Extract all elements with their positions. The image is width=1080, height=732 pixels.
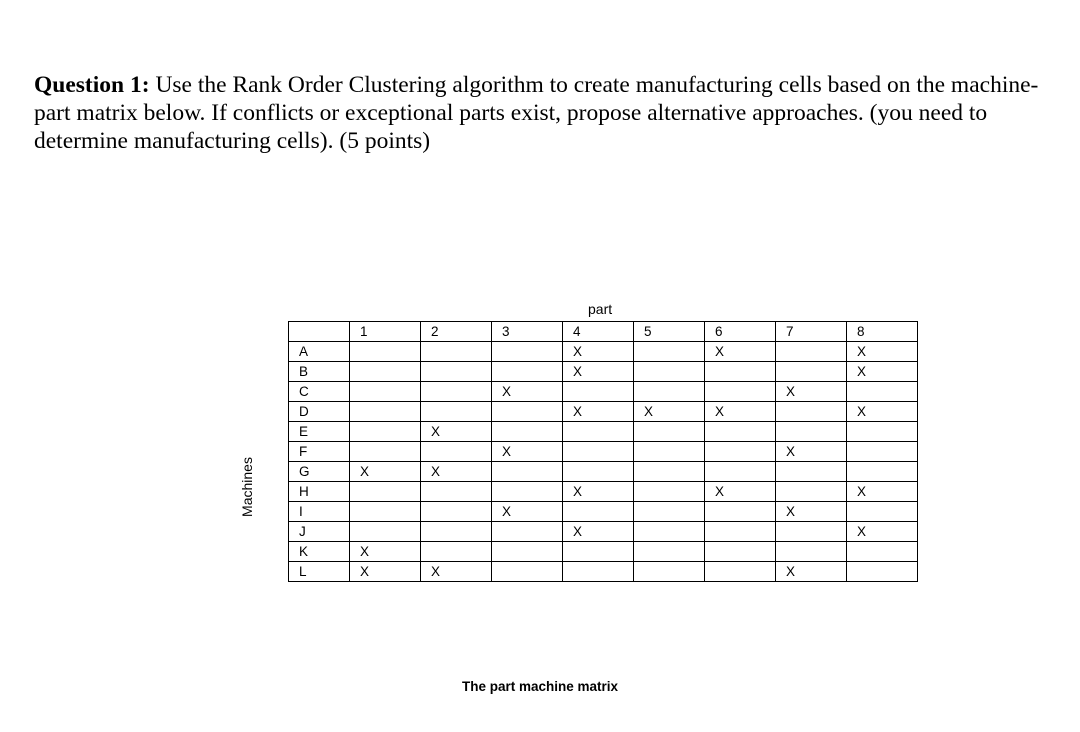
matrix-cell: X: [847, 402, 918, 422]
machines-axis-label: Machines: [239, 457, 255, 517]
part-axis-label: part: [588, 301, 613, 317]
matrix-row: [289, 422, 918, 442]
matrix-row: [289, 382, 918, 402]
matrix-cell: [421, 542, 492, 562]
matrix-cell: [705, 522, 776, 542]
matrix-cell: [634, 502, 705, 522]
matrix-cell: [705, 422, 776, 442]
matrix-row: [289, 562, 918, 582]
matrix-cell: X: [776, 382, 847, 402]
matrix-cell: X: [563, 482, 634, 502]
matrix-cell: X: [563, 362, 634, 382]
matrix-cell: [421, 362, 492, 382]
row-header: D: [289, 402, 350, 422]
matrix-cell: X: [492, 382, 563, 402]
row-header: L: [289, 562, 350, 582]
matrix-cell: [634, 362, 705, 382]
matrix-cell: [776, 422, 847, 442]
matrix-row: [289, 402, 918, 422]
matrix-cell: [705, 442, 776, 462]
matrix-cell: [776, 482, 847, 502]
matrix-cell: [492, 402, 563, 422]
matrix-cell: [776, 362, 847, 382]
matrix-cell: [350, 362, 421, 382]
matrix-cell: [492, 362, 563, 382]
matrix-cell: [350, 482, 421, 502]
matrix-cell: X: [492, 502, 563, 522]
matrix-cell: [350, 502, 421, 522]
matrix-cell: [350, 522, 421, 542]
matrix-row: [289, 502, 918, 522]
column-header: 5: [634, 322, 705, 342]
matrix-cell: [705, 362, 776, 382]
matrix-cell: [634, 542, 705, 562]
matrix-cell: [563, 422, 634, 442]
matrix-cell: X: [847, 362, 918, 382]
matrix-cell: X: [563, 402, 634, 422]
matrix-cell: X: [350, 542, 421, 562]
column-header: 4: [563, 322, 634, 342]
machine-part-matrix: [288, 321, 918, 582]
matrix-cell: X: [705, 342, 776, 362]
matrix-cell: [492, 462, 563, 482]
matrix-cell: X: [421, 462, 492, 482]
column-header: 1: [350, 322, 421, 342]
matrix-cell: [421, 382, 492, 402]
row-header: E: [289, 422, 350, 442]
matrix-cell: [492, 422, 563, 442]
row-header: A: [289, 342, 350, 362]
matrix-cell: [350, 422, 421, 442]
matrix-cell: [634, 382, 705, 402]
matrix-cell: [492, 542, 563, 562]
matrix-cell: X: [776, 562, 847, 582]
column-header: 3: [492, 322, 563, 342]
matrix-cell: X: [705, 402, 776, 422]
matrix-cell: [421, 442, 492, 462]
matrix-cell: X: [492, 442, 563, 462]
matrix-cell: [350, 382, 421, 402]
column-header: 7: [776, 322, 847, 342]
matrix-cell: [705, 502, 776, 522]
row-header: B: [289, 362, 350, 382]
row-header: J: [289, 522, 350, 542]
matrix-cell: [421, 342, 492, 362]
matrix-cell: X: [847, 342, 918, 362]
matrix-cell: [776, 542, 847, 562]
matrix-cell: X: [847, 482, 918, 502]
row-header: G: [289, 462, 350, 482]
matrix-cell: [847, 442, 918, 462]
matrix-cell: [847, 502, 918, 522]
column-header: 2: [421, 322, 492, 342]
matrix-cell: [776, 522, 847, 542]
column-header: 8: [847, 322, 918, 342]
matrix-cell: X: [421, 562, 492, 582]
matrix-row: [289, 542, 918, 562]
row-header: H: [289, 482, 350, 502]
matrix-cell: X: [350, 562, 421, 582]
matrix-cell: [563, 442, 634, 462]
matrix-cell: [847, 562, 918, 582]
matrix-cell: X: [776, 502, 847, 522]
matrix-cell: [350, 342, 421, 362]
matrix-cell: [563, 542, 634, 562]
row-header: F: [289, 442, 350, 462]
matrix-cell: X: [847, 522, 918, 542]
matrix-cell: [492, 562, 563, 582]
matrix-row: [289, 342, 918, 362]
matrix-cell: [705, 462, 776, 482]
matrix-cell: X: [563, 342, 634, 362]
matrix-cell: X: [563, 522, 634, 542]
matrix-cell: [421, 502, 492, 522]
matrix-cell: X: [776, 442, 847, 462]
matrix-cell: [634, 562, 705, 582]
matrix-cell: [847, 382, 918, 402]
matrix-row: [289, 362, 918, 382]
matrix-cell: [563, 502, 634, 522]
matrix-cell: [634, 482, 705, 502]
question-body: Use the Rank Order Clustering algorithm to create manufacturing cells based on the machine-part matrix below. If conflicts or exceptional parts exist, propose alternative approaches. (you need to determine manufacturing cells). (5 points): [34, 72, 1039, 154]
matrix-cell: [421, 522, 492, 542]
matrix-row: [289, 462, 918, 482]
matrix-cell: X: [634, 402, 705, 422]
matrix-cell: [634, 442, 705, 462]
matrix-cell: [563, 382, 634, 402]
matrix-cell: [634, 422, 705, 442]
matrix-cell: [492, 482, 563, 502]
matrix-cell: [847, 462, 918, 482]
question-text: [34, 71, 1054, 155]
matrix-cell: [776, 462, 847, 482]
matrix-cell: [705, 562, 776, 582]
matrix-cell: [634, 462, 705, 482]
matrix-cell: [847, 542, 918, 562]
matrix-cell: [634, 342, 705, 362]
matrix-cell: [563, 562, 634, 582]
matrix-cell: X: [705, 482, 776, 502]
row-header: I: [289, 502, 350, 522]
matrix-cell: [421, 482, 492, 502]
matrix-caption: The part machine matrix: [461, 679, 619, 694]
row-header: C: [289, 382, 350, 402]
column-header: 6: [705, 322, 776, 342]
matrix-cell: [705, 382, 776, 402]
matrix-cell: [421, 402, 492, 422]
matrix-cell: [492, 522, 563, 542]
question-label: Question 1:: [34, 72, 150, 98]
matrix-cell: X: [350, 462, 421, 482]
matrix-cell: [350, 442, 421, 462]
matrix-cell: [350, 402, 421, 422]
matrix-row: [289, 442, 918, 462]
matrix-row: [289, 482, 918, 502]
matrix-cell: [705, 542, 776, 562]
matrix-cell: [634, 522, 705, 542]
matrix-cell: [492, 342, 563, 362]
matrix-row: [289, 522, 918, 542]
matrix-cell: [776, 402, 847, 422]
matrix-cell: [776, 342, 847, 362]
matrix-cell: X: [421, 422, 492, 442]
matrix-header-row: [289, 322, 918, 342]
row-header: K: [289, 542, 350, 562]
matrix-cell: [563, 462, 634, 482]
matrix-corner-cell: [289, 322, 350, 342]
matrix-cell: [847, 422, 918, 442]
